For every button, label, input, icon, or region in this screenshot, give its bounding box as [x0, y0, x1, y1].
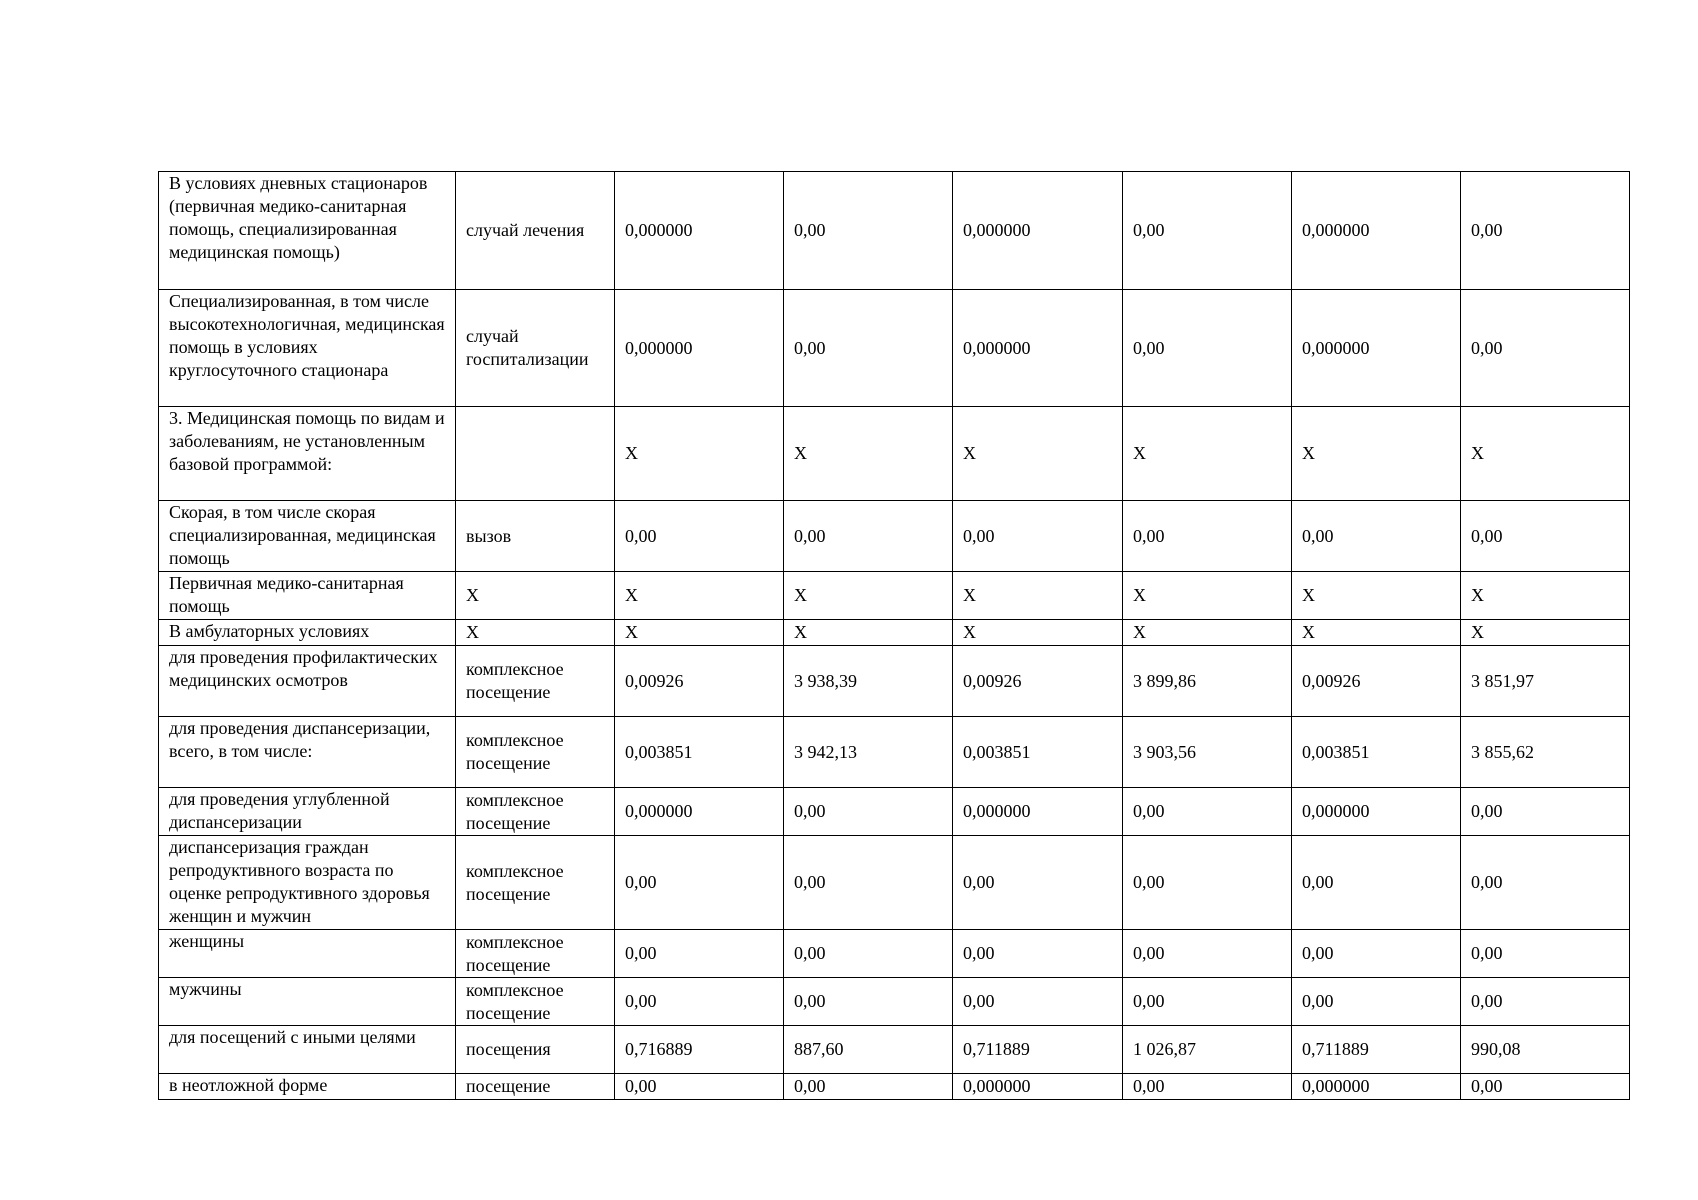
value-cell: X: [953, 407, 1123, 501]
indicator-cell: мужчины: [159, 978, 456, 1026]
value-cell: 0,00: [784, 290, 953, 407]
value-cell: 0,00: [784, 788, 953, 836]
indicator-cell: Скорая, в том числе скорая специализированная, медицинская помощь: [159, 501, 456, 572]
indicator-cell: для проведения диспансеризации, всего, в том числе:: [159, 717, 456, 788]
value-cell: 3 942,13: [784, 717, 953, 788]
indicator-cell: Специализированная, в том числе высокотехнологичная, медицинская помощь в условиях круглосуточного стационара: [159, 290, 456, 407]
value-cell: 0,00: [1123, 978, 1292, 1026]
value-cell: X: [1461, 620, 1630, 646]
value-cell: 0,00: [1461, 836, 1630, 930]
value-cell: 0,000000: [615, 290, 784, 407]
value-cell: 0,00: [1123, 172, 1292, 290]
table-row: [159, 1026, 1630, 1074]
unit-cell: X: [456, 620, 615, 646]
value-cell: 3 899,86: [1123, 646, 1292, 717]
value-cell: 0,00926: [615, 646, 784, 717]
value-cell: X: [953, 620, 1123, 646]
unit-cell: посещения: [456, 1026, 615, 1074]
value-cell: 0,711889: [1292, 1026, 1461, 1074]
value-cell: 0,00: [1461, 788, 1630, 836]
value-cell: 0,00: [784, 836, 953, 930]
value-cell: 0,00: [1292, 930, 1461, 978]
value-cell: X: [1461, 572, 1630, 620]
value-cell: 0,00: [1123, 930, 1292, 978]
value-cell: 887,60: [784, 1026, 953, 1074]
value-cell: X: [615, 407, 784, 501]
table-row: [159, 788, 1630, 836]
indicator-cell: женщины: [159, 930, 456, 978]
unit-cell: комплексное посещение: [456, 788, 615, 836]
unit-cell: [456, 407, 615, 501]
unit-cell: вызов: [456, 501, 615, 572]
table-row: [159, 646, 1630, 717]
table-row: [159, 1074, 1630, 1100]
table-row: [159, 501, 1630, 572]
value-cell: 0,00: [1461, 501, 1630, 572]
value-cell: 0,000000: [953, 172, 1123, 290]
value-cell: 1 026,87: [1123, 1026, 1292, 1074]
indicator-cell: 3. Медицинская помощь по видам и заболеваниям, не установленным базовой программой:: [159, 407, 456, 501]
value-cell: 0,00: [615, 930, 784, 978]
unit-cell: X: [456, 572, 615, 620]
value-cell: 0,00: [953, 930, 1123, 978]
unit-cell: случай лечения: [456, 172, 615, 290]
indicator-cell: диспансеризация граждан репродуктивного возраста по оценке репродуктивного здоровья женщин и мужчин: [159, 836, 456, 930]
value-cell: X: [953, 572, 1123, 620]
value-cell: 0,000000: [615, 788, 784, 836]
value-cell: X: [1292, 620, 1461, 646]
value-cell: X: [1123, 407, 1292, 501]
indicator-cell: для посещений с иными целями: [159, 1026, 456, 1074]
value-cell: 0,000000: [953, 788, 1123, 836]
value-cell: 0,00: [784, 978, 953, 1026]
indicator-cell: в неотложной форме: [159, 1074, 456, 1100]
value-cell: 0,000000: [1292, 788, 1461, 836]
value-cell: 0,00: [1461, 290, 1630, 407]
value-cell: 3 903,56: [1123, 717, 1292, 788]
value-cell: 0,00926: [953, 646, 1123, 717]
value-cell: X: [1123, 572, 1292, 620]
indicator-cell: Первичная медико-санитарная помощь: [159, 572, 456, 620]
value-cell: X: [1123, 620, 1292, 646]
value-cell: 0,000000: [1292, 1074, 1461, 1100]
table-row: [159, 172, 1630, 290]
value-cell: 0,00: [615, 978, 784, 1026]
table-row: [159, 978, 1630, 1026]
value-cell: 0,711889: [953, 1026, 1123, 1074]
indicator-cell: для проведения профилактических медицинских осмотров: [159, 646, 456, 717]
table-row: [159, 930, 1630, 978]
value-cell: 0,00: [784, 1074, 953, 1100]
value-cell: 0,00: [953, 836, 1123, 930]
value-cell: 0,003851: [1292, 717, 1461, 788]
value-cell: X: [784, 620, 953, 646]
unit-cell: комплексное посещение: [456, 836, 615, 930]
value-cell: 0,00: [615, 1074, 784, 1100]
data-table: [158, 171, 1630, 1100]
value-cell: 0,003851: [615, 717, 784, 788]
table-row: [159, 717, 1630, 788]
value-cell: 0,00: [1461, 930, 1630, 978]
value-cell: 0,00: [615, 836, 784, 930]
value-cell: 0,000000: [1292, 290, 1461, 407]
value-cell: 0,003851: [953, 717, 1123, 788]
table-row: [159, 290, 1630, 407]
table-row: [159, 407, 1630, 501]
value-cell: 0,00: [784, 172, 953, 290]
value-cell: X: [1292, 572, 1461, 620]
value-cell: 0,00: [615, 501, 784, 572]
value-cell: 0,000000: [953, 1074, 1123, 1100]
unit-cell: комплексное посещение: [456, 646, 615, 717]
value-cell: 0,000000: [1292, 172, 1461, 290]
value-cell: 0,00: [1123, 290, 1292, 407]
value-cell: 0,00: [784, 501, 953, 572]
value-cell: X: [1292, 407, 1461, 501]
value-cell: 3 855,62: [1461, 717, 1630, 788]
value-cell: 0,00: [1123, 1074, 1292, 1100]
indicator-cell: В амбулаторных условиях: [159, 620, 456, 646]
table-body: [159, 172, 1630, 1100]
value-cell: 0,00: [1123, 788, 1292, 836]
value-cell: 0,000000: [615, 172, 784, 290]
value-cell: 0,00: [1123, 501, 1292, 572]
value-cell: 0,00: [1292, 836, 1461, 930]
value-cell: X: [784, 407, 953, 501]
value-cell: 0,00: [1461, 978, 1630, 1026]
value-cell: 0,00: [953, 501, 1123, 572]
value-cell: 0,00: [1461, 172, 1630, 290]
unit-cell: случай госпитализации: [456, 290, 615, 407]
value-cell: 0,000000: [953, 290, 1123, 407]
value-cell: 990,08: [1461, 1026, 1630, 1074]
value-cell: 0,00: [1123, 836, 1292, 930]
unit-cell: посещение: [456, 1074, 615, 1100]
value-cell: 0,00926: [1292, 646, 1461, 717]
value-cell: 3 851,97: [1461, 646, 1630, 717]
unit-cell: комплексное посещение: [456, 717, 615, 788]
unit-cell: комплексное посещение: [456, 978, 615, 1026]
table-row: [159, 572, 1630, 620]
unit-cell: комплексное посещение: [456, 930, 615, 978]
value-cell: X: [615, 620, 784, 646]
value-cell: 3 938,39: [784, 646, 953, 717]
value-cell: X: [1461, 407, 1630, 501]
value-cell: 0,00: [1461, 1074, 1630, 1100]
value-cell: 0,00: [1292, 978, 1461, 1026]
value-cell: 0,00: [1292, 501, 1461, 572]
indicator-cell: для проведения углубленной диспансеризации: [159, 788, 456, 836]
value-cell: X: [784, 572, 953, 620]
value-cell: X: [615, 572, 784, 620]
value-cell: 0,716889: [615, 1026, 784, 1074]
value-cell: 0,00: [784, 930, 953, 978]
indicator-cell: В условиях дневных стационаров (первичная медико-санитарная помощь, специализированная медицинская помощь): [159, 172, 456, 290]
table-row: [159, 620, 1630, 646]
value-cell: 0,00: [953, 978, 1123, 1026]
table-row: [159, 836, 1630, 930]
